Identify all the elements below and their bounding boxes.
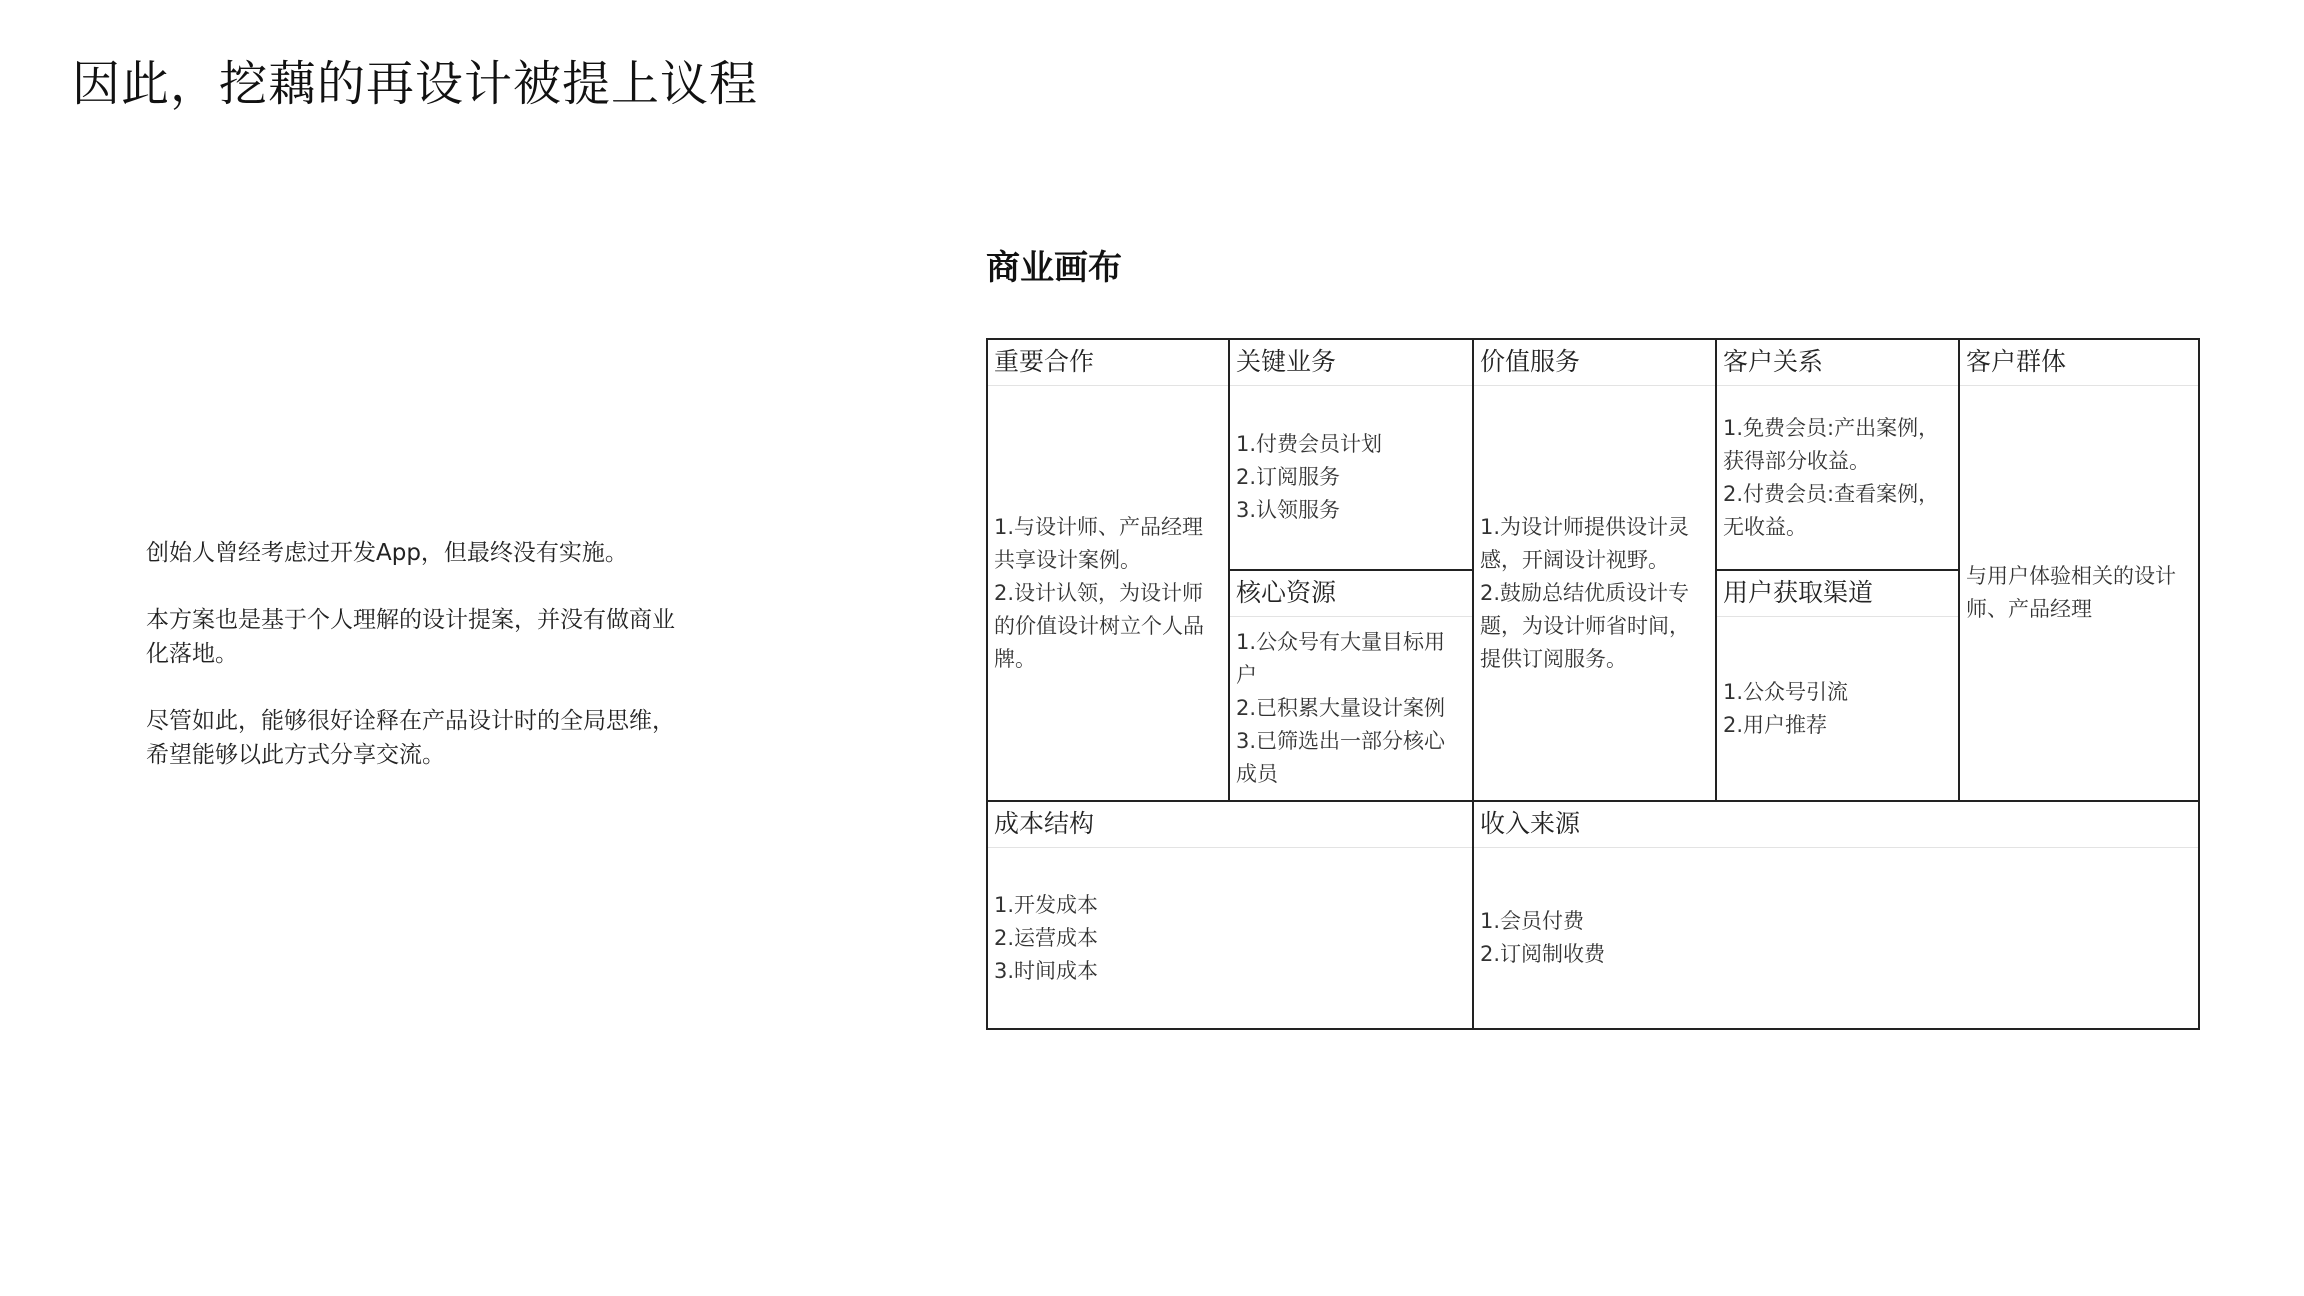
cell-body xyxy=(1230,386,1472,569)
cell-key-resources xyxy=(1230,571,1474,802)
cell-header: 价值服务 xyxy=(1474,340,1715,386)
cell-cost-structure xyxy=(988,802,1474,1028)
cell-key-partners xyxy=(988,340,1230,802)
cell-header: 重要合作 xyxy=(988,340,1228,386)
page-title: 因此，挖藕的再设计被提上议程 xyxy=(72,56,759,112)
cell-text: 1.开发成本 2.运营成本 3.时间成本 xyxy=(994,892,1099,983)
cell-body xyxy=(1474,848,2198,1028)
cell-text: 与用户体验相关的设计师、产品经理 xyxy=(1966,564,2176,621)
cell-header: 客户群体 xyxy=(1960,340,2198,386)
cell-key-activities xyxy=(1230,340,1474,571)
cell-text: 1.免费会员:产出案例，获得部分收益。 2.付费会员:查看案例，无收益。 xyxy=(1723,415,1940,539)
cell-value-propositions xyxy=(1474,340,1717,802)
cell-text: 1.为设计师提供设计灵感，开阔设计视野。 2.鼓励总结优质设计专题，为设计师省时间，提供订阅服务。 xyxy=(1480,514,1690,671)
cell-body xyxy=(1230,617,1472,800)
cell-text: 1.公众号引流 2.用户推荐 xyxy=(1723,679,1849,737)
cell-header: 关键业务 xyxy=(1230,340,1472,386)
cell-header: 收入来源 xyxy=(1474,802,2198,848)
cell-header: 成本结构 xyxy=(988,802,1472,848)
canvas-title: 商业画布 xyxy=(986,248,1122,288)
cell-customer-relationships xyxy=(1717,340,1960,571)
cell-text: 1.公众号有大量目标用户 2.已积累大量设计案例 3.已筛选出一部分核心成员 xyxy=(1236,630,1446,786)
cell-text: 1.付费会员计划 2.订阅服务 3.认领服务 xyxy=(1236,432,1383,522)
cell-body xyxy=(1474,386,1715,800)
cell-customer-segments xyxy=(1960,340,2198,802)
note-paragraph: 创始人曾经考虑过开发App，但最终没有实施。 xyxy=(146,540,628,566)
cell-revenue-streams xyxy=(1474,802,2198,1028)
note-paragraph: 本方案也是基于个人理解的设计提案，并没有做商业化落地。 xyxy=(146,607,675,667)
cell-header: 用户获取渠道 xyxy=(1717,571,1958,617)
cell-text: 1.与设计师、产品经理共享设计案例。 2.设计认领，为设计师的价值设计树立个人品牌。 xyxy=(994,514,1204,671)
cell-header: 客户关系 xyxy=(1717,340,1958,386)
cell-body xyxy=(1717,386,1958,569)
cell-body xyxy=(988,386,1228,800)
note-paragraph: 尽管如此，能够很好诠释在产品设计时的全局思维，希望能够以此方式分享交流。 xyxy=(146,708,675,768)
business-model-canvas xyxy=(986,338,2200,1030)
notes-block xyxy=(146,536,676,805)
cell-body xyxy=(1960,386,2198,800)
cell-body xyxy=(1717,617,1958,800)
cell-header: 核心资源 xyxy=(1230,571,1472,617)
cell-body xyxy=(988,848,1472,1028)
cell-text: 1.会员付费 2.订阅制收费 xyxy=(1480,909,1606,966)
cell-channels xyxy=(1717,571,1960,802)
